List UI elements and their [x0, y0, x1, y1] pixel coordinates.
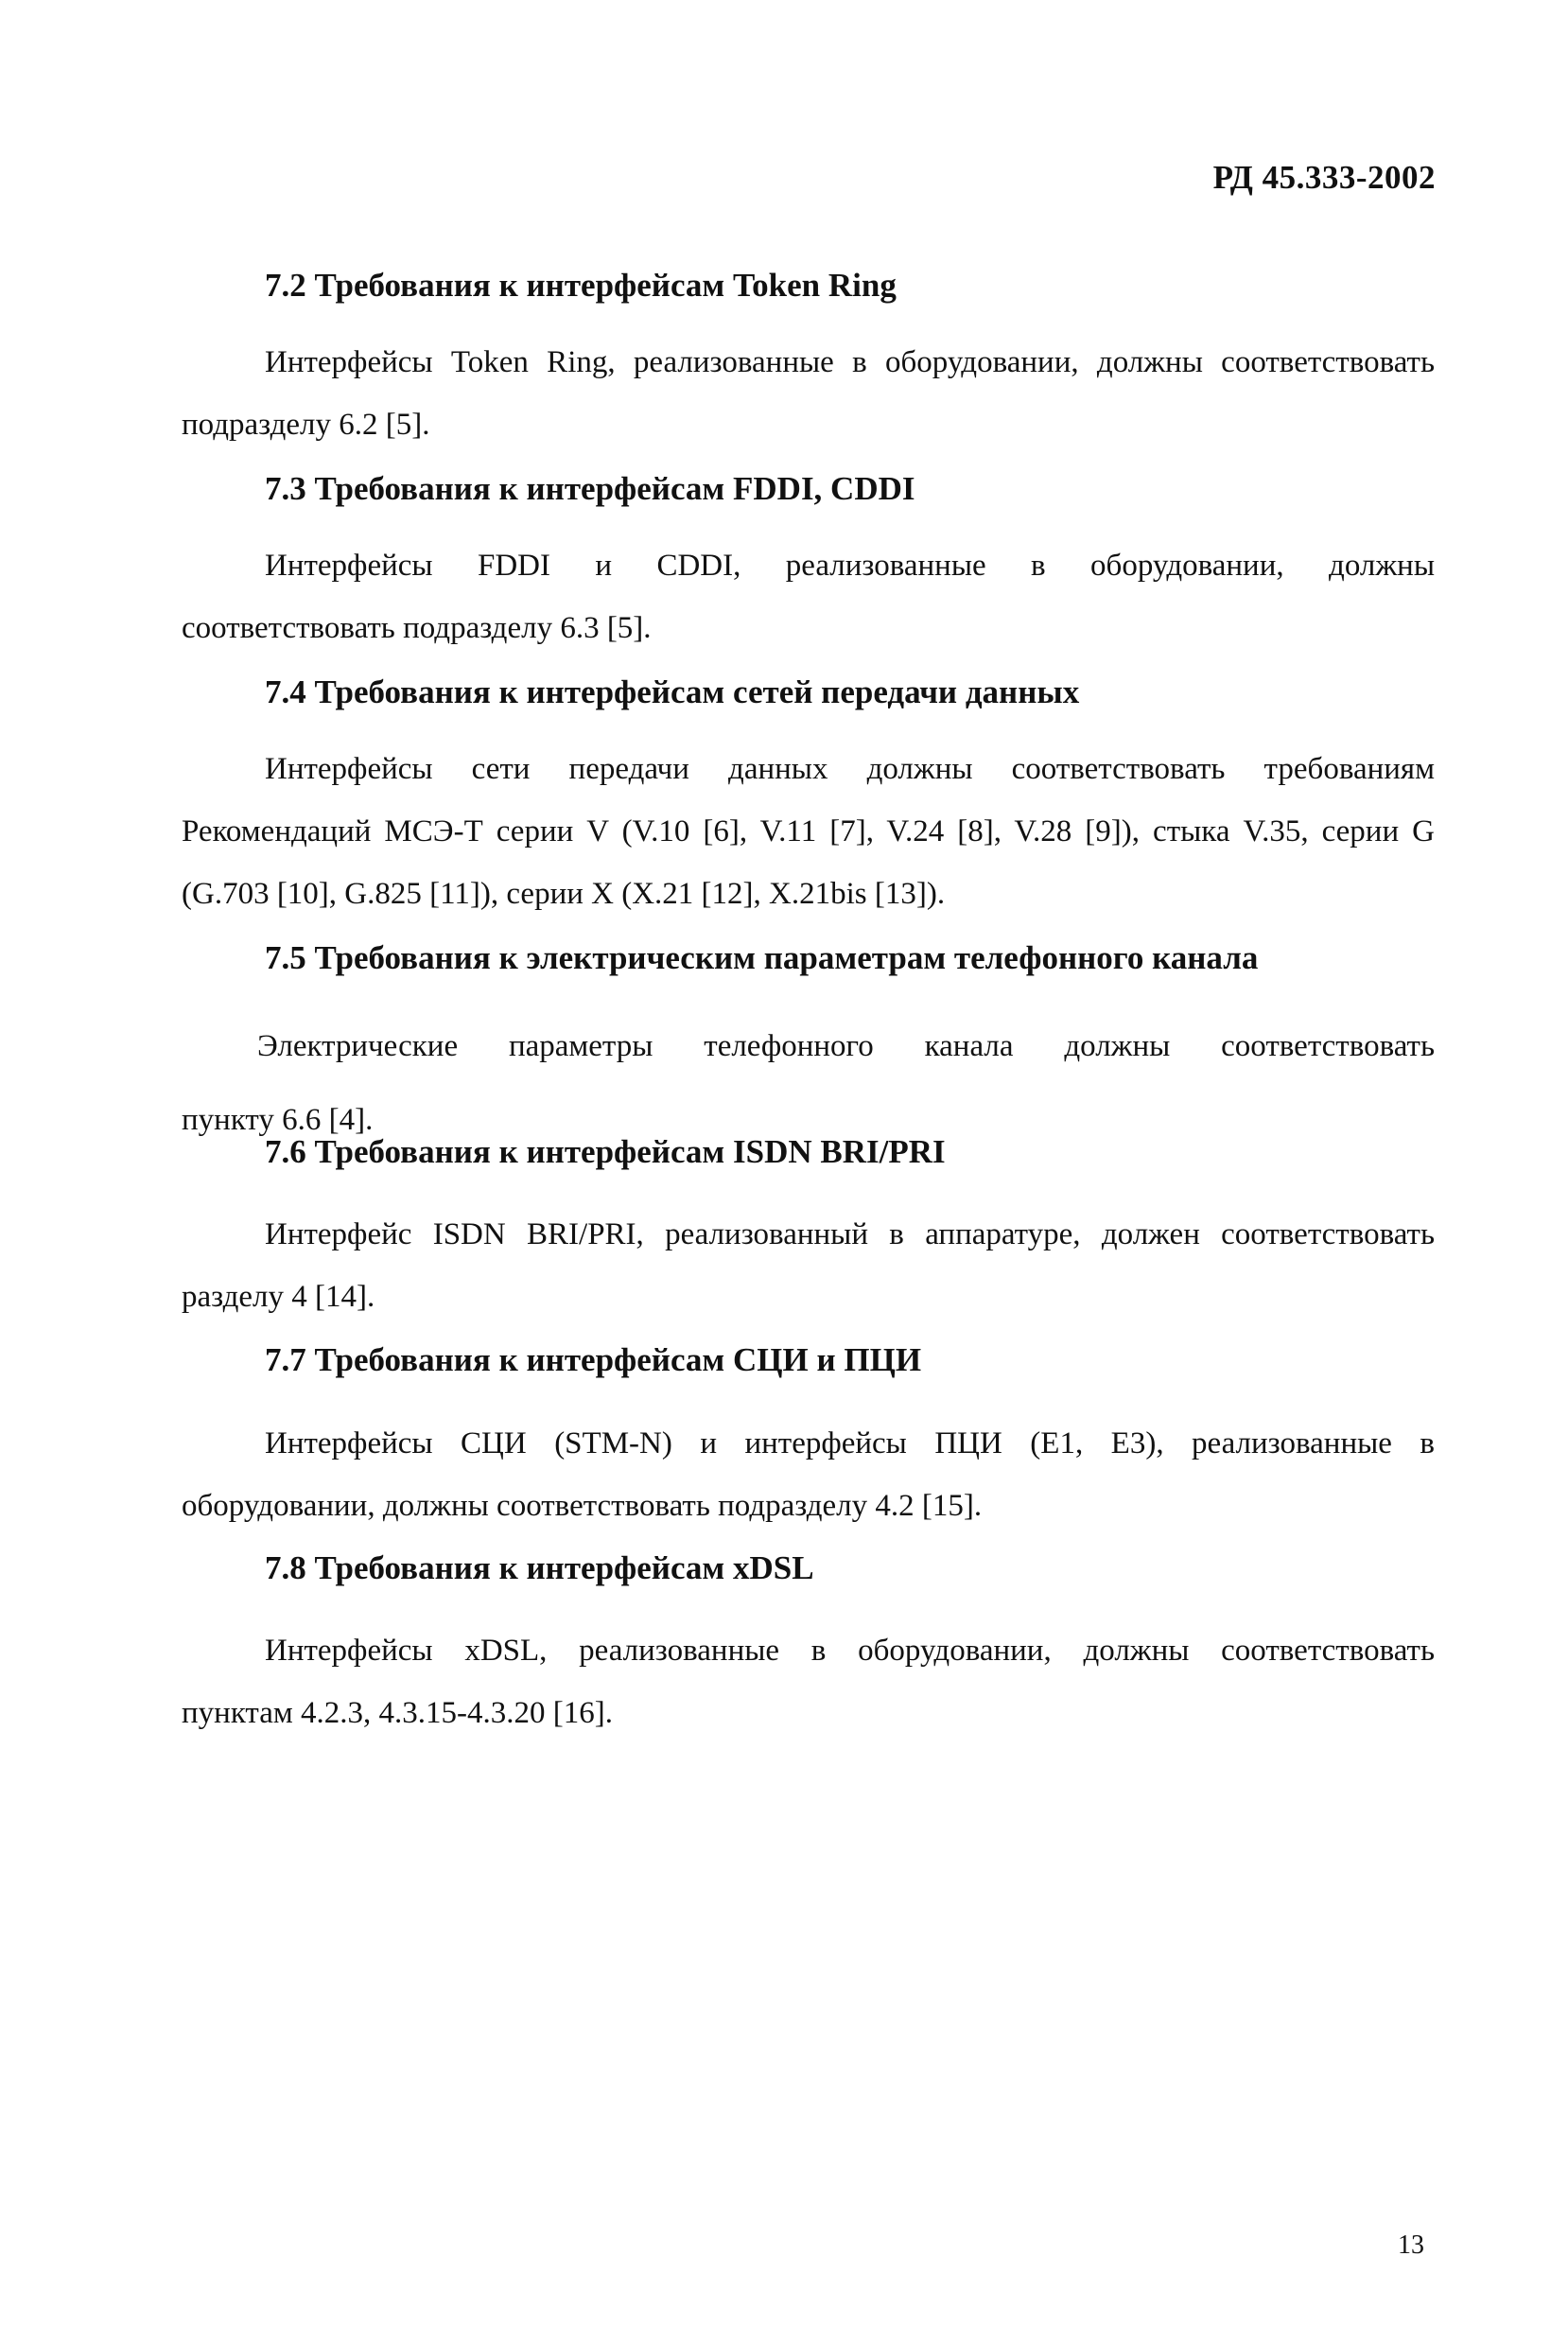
paragraph-line: соответствовать подразделу 6.3 [5].: [182, 611, 652, 645]
paragraph-line: Интерфейсы xDSL, реализованные в оборудовании, должны соответствовать: [265, 1634, 1435, 1668]
section-heading-7-6: 7.6 Требования к интерфейсам ISDN BRI/PRI: [265, 1133, 946, 1170]
section-heading-7-4: 7.4 Требования к интерфейсам сетей передачи данных: [265, 673, 1080, 710]
section-heading-7-2: 7.2 Требования к интерфейсам Token Ring: [265, 267, 897, 304]
section-paragraph-7-7: [182, 1412, 1435, 1537]
section-paragraph-7-4: [182, 738, 1435, 925]
paragraph-line: Интерфейс ISDN BRI/PRI, реализованный в аппаратуре, должен соответствовать: [265, 1217, 1435, 1251]
section-paragraph-7-2: [182, 331, 1435, 456]
paragraph-line: Интерфейсы сети передачи данных должны соответствовать требованиям: [265, 752, 1435, 786]
paragraph-line: (G.703 [10], G.825 [11]), серии X (X.21 [12], X.21bis [13]).: [182, 877, 946, 911]
paragraph-line: Интерфейсы Token Ring, реализованные в оборудовании, должны соответствовать: [265, 345, 1435, 379]
section-heading-7-5: 7.5 Требования к электрическим параметрам телефонного канала: [265, 939, 1259, 976]
section-heading-7-7: 7.7 Требования к интерфейсам СЦИ и ПЦИ: [265, 1341, 922, 1378]
document-code: РД 45.333-2002: [1212, 159, 1436, 196]
paragraph-line: разделу 4 [14].: [182, 1280, 375, 1314]
paragraph-line: Электрические параметры телефонного канала должны соответствовать: [257, 1029, 1435, 1063]
paragraph-line: пункту 6.6 [4].: [182, 1103, 374, 1137]
paragraph-line: пунктам 4.2.3, 4.3.15-4.3.20 [16].: [182, 1696, 613, 1730]
section-paragraph-7-3: [182, 534, 1435, 659]
paragraph-line: Интерфейсы СЦИ (STM-N) и интерфейсы ПЦИ (E1, E3), реализованные в: [265, 1426, 1435, 1460]
paragraph-line: подразделу 6.2 [5].: [182, 408, 430, 442]
section-paragraph-7-6: [182, 1203, 1435, 1328]
section-heading-7-8: 7.8 Требования к интерфейсам xDSL: [265, 1549, 814, 1586]
section-paragraph-7-8: [182, 1619, 1435, 1744]
paragraph-line: Интерфейсы FDDI и CDDI, реализованные в оборудовании, должны: [265, 549, 1435, 583]
page-number: 13: [1398, 2230, 1424, 2260]
section-heading-7-3: 7.3 Требования к интерфейсам FDDI, CDDI: [265, 470, 915, 507]
paragraph-line: оборудовании, должны соответствовать подразделу 4.2 [15].: [182, 1489, 983, 1523]
paragraph-line: Рекомендаций МСЭ-Т серии V (V.10 [6], V.11 [7], V.24 [8], V.28 [9]), стыка V.35, серии G: [182, 814, 1435, 848]
